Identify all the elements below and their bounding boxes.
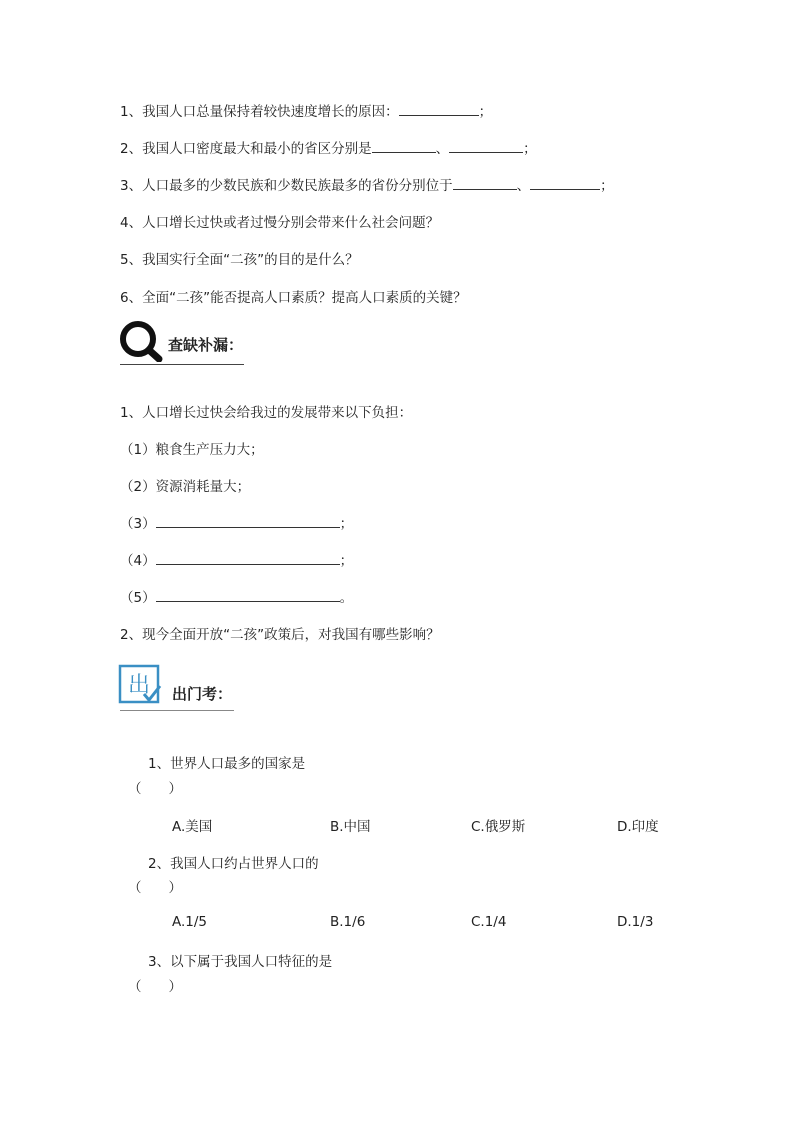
exit-question-1: 1、世界人口最多的国家是 [148,756,306,772]
punct: ； [478,104,493,120]
question-1-text: 1、我国人口总量保持着较快速度增长的原因： [120,104,399,120]
punct: ； [339,516,354,532]
section-divider [120,364,244,365]
svg-text:出: 出 [127,673,151,698]
question-1 [120,100,492,120]
answer-parentheses[interactable]: （ ） [128,781,182,797]
answer-blank[interactable] [156,587,340,602]
check-sub-3 [120,512,353,532]
option-d[interactable]: D.1/3 [617,914,654,930]
question-2-text: 2、我国人口密度最大和最小的省区分别是 [120,141,372,157]
answer-parentheses[interactable]: （ ） [128,979,182,995]
answer-blank[interactable] [449,138,523,153]
exit-check-icon [118,664,162,706]
answer-blank[interactable] [156,513,340,528]
option-b[interactable]: B.1/6 [330,914,366,930]
sub-label: （5） [120,590,156,606]
answer-blank[interactable] [530,175,600,190]
answer-blank[interactable] [156,550,340,565]
section-title-check: 查缺补漏： [168,336,244,354]
check-sub-4 [120,549,353,569]
question-6: 6、全面“二孩”能否提高人口素质？提高人口素质的关键？ [120,290,467,306]
sub-label: （4） [120,553,156,569]
option-c[interactable]: C.俄罗斯 [471,819,526,835]
question-3-text: 3、人口最多的少数民族和少数民族最多的省份分别位于 [120,178,453,194]
check-sub-5 [120,586,353,606]
answer-parentheses[interactable]: （ ） [128,880,182,896]
section-title-exit: 出门考： [172,685,233,703]
option-b[interactable]: B.中国 [330,819,371,835]
answer-blank[interactable] [372,138,436,153]
punct: ； [600,178,614,194]
punct: 。 [339,590,354,606]
punct: 、 [435,141,450,157]
exit-question-3: 3、以下属于我国人口特征的是 [148,954,333,970]
punct: ； [339,553,354,569]
option-c[interactable]: C.1/4 [471,914,507,930]
question-4: 4、人口增长过快或者过慢分别会带来什么社会问题？ [120,215,440,231]
section-divider [120,710,234,711]
option-a[interactable]: A.美国 [172,819,213,835]
check-item-1: 1、人口增长过快会给我过的发展带来以下负担： [120,405,413,421]
magnifier-icon [118,320,164,362]
answer-blank[interactable] [399,101,479,116]
check-sub-1: （1）粮食生产压力大； [120,442,264,458]
punct: ； [523,141,537,157]
question-2 [120,137,537,157]
check-sub-2: （2）资源消耗量大； [120,479,251,495]
check-item-2: 2、现今全面开放“二孩”政策后，对我国有哪些影响？ [120,627,440,643]
answer-blank[interactable] [453,175,517,190]
exit-question-2: 2、我国人口约占世界人口的 [148,856,319,872]
question-3 [120,174,614,194]
option-a[interactable]: A.1/5 [172,914,208,930]
option-d[interactable]: D.印度 [617,819,659,835]
punct: 、 [516,178,531,194]
sub-label: （3） [120,516,156,532]
question-5: 5、我国实行全面“二孩”的目的是什么？ [120,252,359,268]
